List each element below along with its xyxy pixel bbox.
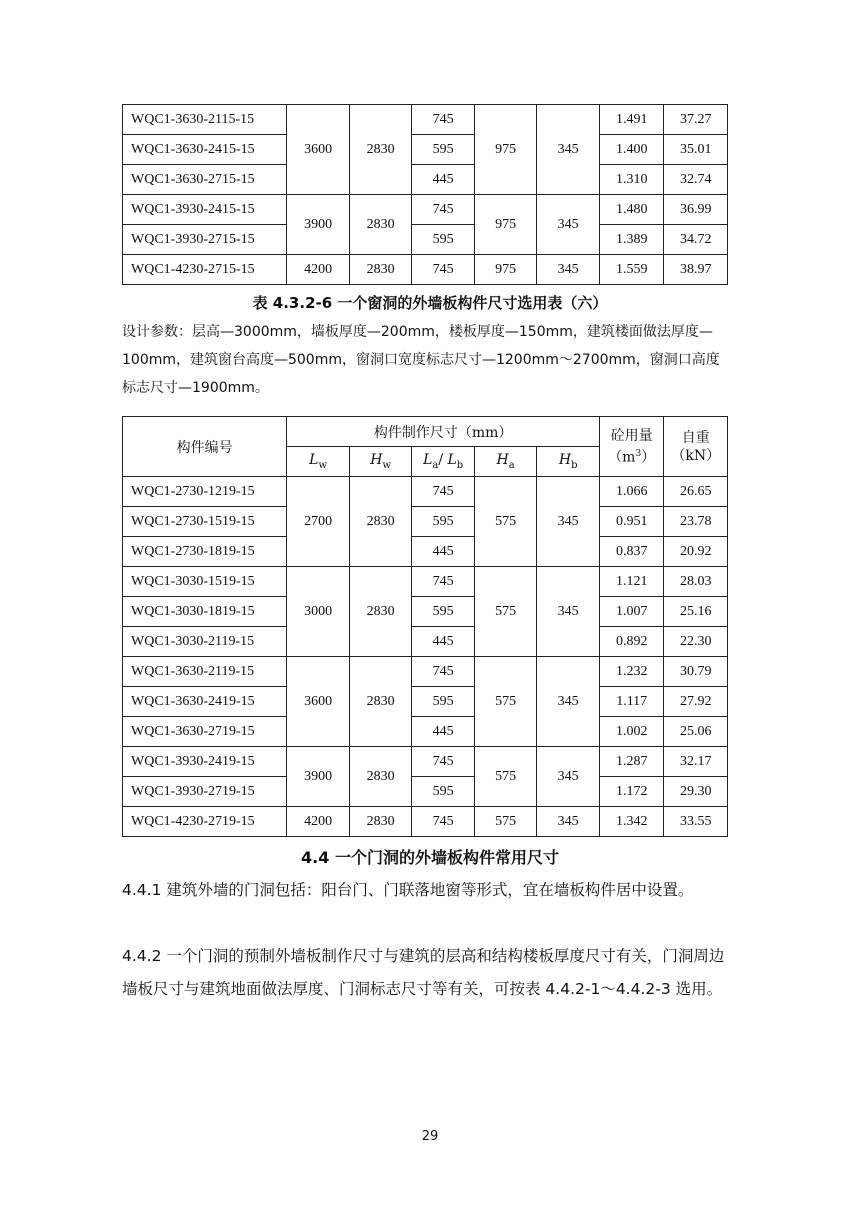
value-cell: 745 (412, 747, 475, 777)
table-row (123, 807, 728, 837)
component-code-cell: WQC1-3030-1519-15 (123, 567, 287, 597)
table-row (123, 537, 728, 567)
value-cell: 3000 (287, 567, 350, 657)
value-cell: 1.117 (599, 687, 664, 717)
table-row (123, 777, 728, 807)
header-concrete: 砼用量 $(m^3)$ (599, 417, 664, 477)
component-code-cell: WQC1-2730-1519-15 (123, 507, 287, 537)
value-cell: 595 (412, 687, 475, 717)
value-cell: 345 (537, 477, 600, 567)
table-row (123, 747, 728, 777)
header-hw: $H_w$ (349, 447, 412, 477)
header-ha: $H_a$ (474, 447, 537, 477)
value-cell: 25.16 (664, 597, 728, 627)
value-cell: 595 (412, 777, 475, 807)
table-row (123, 477, 728, 507)
component-code-cell: WQC1-3630-2119-15 (123, 657, 287, 687)
value-cell: 3600 (287, 657, 350, 747)
component-code-cell: WQC1-4230-2719-15 (123, 807, 287, 837)
value-cell: 29.30 (664, 777, 728, 807)
value-cell: 445 (412, 717, 475, 747)
header-hb: $H_b$ (537, 447, 600, 477)
value-cell: 445 (412, 627, 475, 657)
table-continued (122, 104, 728, 285)
component-code-cell: WQC1-2730-1819-15 (123, 537, 287, 567)
value-cell: 345 (537, 657, 600, 747)
value-cell: 30.79 (664, 657, 728, 687)
value-cell: 595 (412, 507, 475, 537)
value-cell: 0.837 (599, 537, 664, 567)
value-cell: 27.92 (664, 687, 728, 717)
component-size-table (122, 416, 728, 837)
header-lw: $L_w$ (287, 447, 350, 477)
component-code-cell: WQC1-3630-2719-15 (123, 717, 287, 747)
paragraph-4-4-1: 4.4.1 建筑外墙的门洞包括：阳台门、门联落地窗等形式，宜在墙板构件居中设置。 (122, 881, 694, 899)
value-cell: 575 (474, 657, 537, 747)
header-la-lb: $L_a/$ $L_b$ (412, 447, 475, 477)
design-parameters: 设计参数：层高—3000mm，墙板厚度—200mm，楼板厚度—150mm，建筑楼面做法厚度—100mm，建筑窗台高度—500mm，窗洞口宽度标志尺寸—1200mm～2700mm，窗洞口高度标志尺寸—1900mm。 (122, 324, 720, 396)
table-row (123, 567, 728, 597)
value-cell: 345 (537, 567, 600, 657)
section-title: 4.4 一个门洞的外墙板构件常用尺寸 (301, 848, 559, 867)
value-cell: 1.121 (599, 567, 664, 597)
component-code-cell: WQC1-3630-2419-15 (123, 687, 287, 717)
value-cell: 22.30 (664, 627, 728, 657)
value-cell: 1.287 (599, 747, 664, 777)
header-component-no: 构件编号 (123, 417, 287, 477)
table-row: WQC1-4230-2715-15 4200 2830 745 975 345 1.559 38.97 (123, 255, 728, 285)
value-cell: 2830 (349, 657, 412, 747)
value-cell: 2830 (349, 477, 412, 567)
value-cell: 25.06 (664, 717, 728, 747)
value-cell: 0.892 (599, 627, 664, 657)
value-cell: 745 (412, 657, 475, 687)
value-cell: 2830 (349, 747, 412, 807)
value-cell: 1.232 (599, 657, 664, 687)
page-number: 29 (421, 1129, 439, 1144)
component-code-cell: WQC1-3030-2119-15 (123, 627, 287, 657)
value-cell: 575 (474, 807, 537, 837)
table-row (123, 507, 728, 537)
value-cell: 26.65 (664, 477, 728, 507)
value-cell: 445 (412, 537, 475, 567)
table-caption: 表 4.3.2-6 一个窗洞的外墙板构件尺寸选用表（六） (252, 294, 608, 312)
value-cell: 2700 (287, 477, 350, 567)
component-code-cell: WQC1-2730-1219-15 (123, 477, 287, 507)
component-code-cell: WQC1-3930-2419-15 (123, 747, 287, 777)
value-cell: 4200 (287, 807, 350, 837)
component-code-cell: WQC1-3930-2719-15 (123, 777, 287, 807)
table-row (123, 717, 728, 747)
table-row: WQC1-3630-2415-15 595 1.400 35.01 (123, 135, 728, 165)
value-cell: 575 (474, 567, 537, 657)
header-dimensions: 构件制作尺寸（mm） (287, 417, 600, 447)
value-cell: 595 (412, 597, 475, 627)
value-cell: 745 (412, 477, 475, 507)
table-row: WQC1-3630-2115-15 3600 2830 745 975 345 1.491 37.27 (123, 105, 728, 135)
value-cell: 0.951 (599, 507, 664, 537)
table-row (123, 597, 728, 627)
value-cell: 575 (474, 747, 537, 807)
value-cell: 28.03 (664, 567, 728, 597)
value-cell: 33.55 (664, 807, 728, 837)
value-cell: 3900 (287, 747, 350, 807)
value-cell: 1.172 (599, 777, 664, 807)
component-code-cell: WQC1-3030-1819-15 (123, 597, 287, 627)
value-cell: 1.002 (599, 717, 664, 747)
value-cell: 1.007 (599, 597, 664, 627)
value-cell: 345 (537, 747, 600, 807)
value-cell: 745 (412, 567, 475, 597)
table-row (123, 687, 728, 717)
value-cell: 745 (412, 807, 475, 837)
paragraph-4-4-2: 4.4.2 一个门洞的预制外墙板制作尺寸与建筑的层高和结构楼板厚度尺寸有关，门洞周边墙板尺寸与建筑地面做法厚度、门洞标志尺寸等有关，可按表 4.4.2-1～4.4.2-3 选用。 (122, 947, 725, 998)
value-cell: 1.342 (599, 807, 664, 837)
table-row: WQC1-3630-2715-15 445 1.310 32.74 (123, 165, 728, 195)
header-row (123, 417, 728, 447)
value-cell: 2830 (349, 807, 412, 837)
value-cell: 23.78 (664, 507, 728, 537)
table-row (123, 657, 728, 687)
table-row: WQC1-3930-2715-15 595 1.389 34.72 (123, 225, 728, 255)
table-row: WQC1-3930-2415-15 3900 2830 745 975 345 1.480 36.99 (123, 195, 728, 225)
value-cell: 575 (474, 477, 537, 567)
value-cell: 32.17 (664, 747, 728, 777)
value-cell: 2830 (349, 567, 412, 657)
header-weight: 自重 （kN） (664, 417, 728, 477)
value-cell: 345 (537, 807, 600, 837)
value-cell: 1.066 (599, 477, 664, 507)
value-cell: 20.92 (664, 537, 728, 567)
table-row (123, 627, 728, 657)
